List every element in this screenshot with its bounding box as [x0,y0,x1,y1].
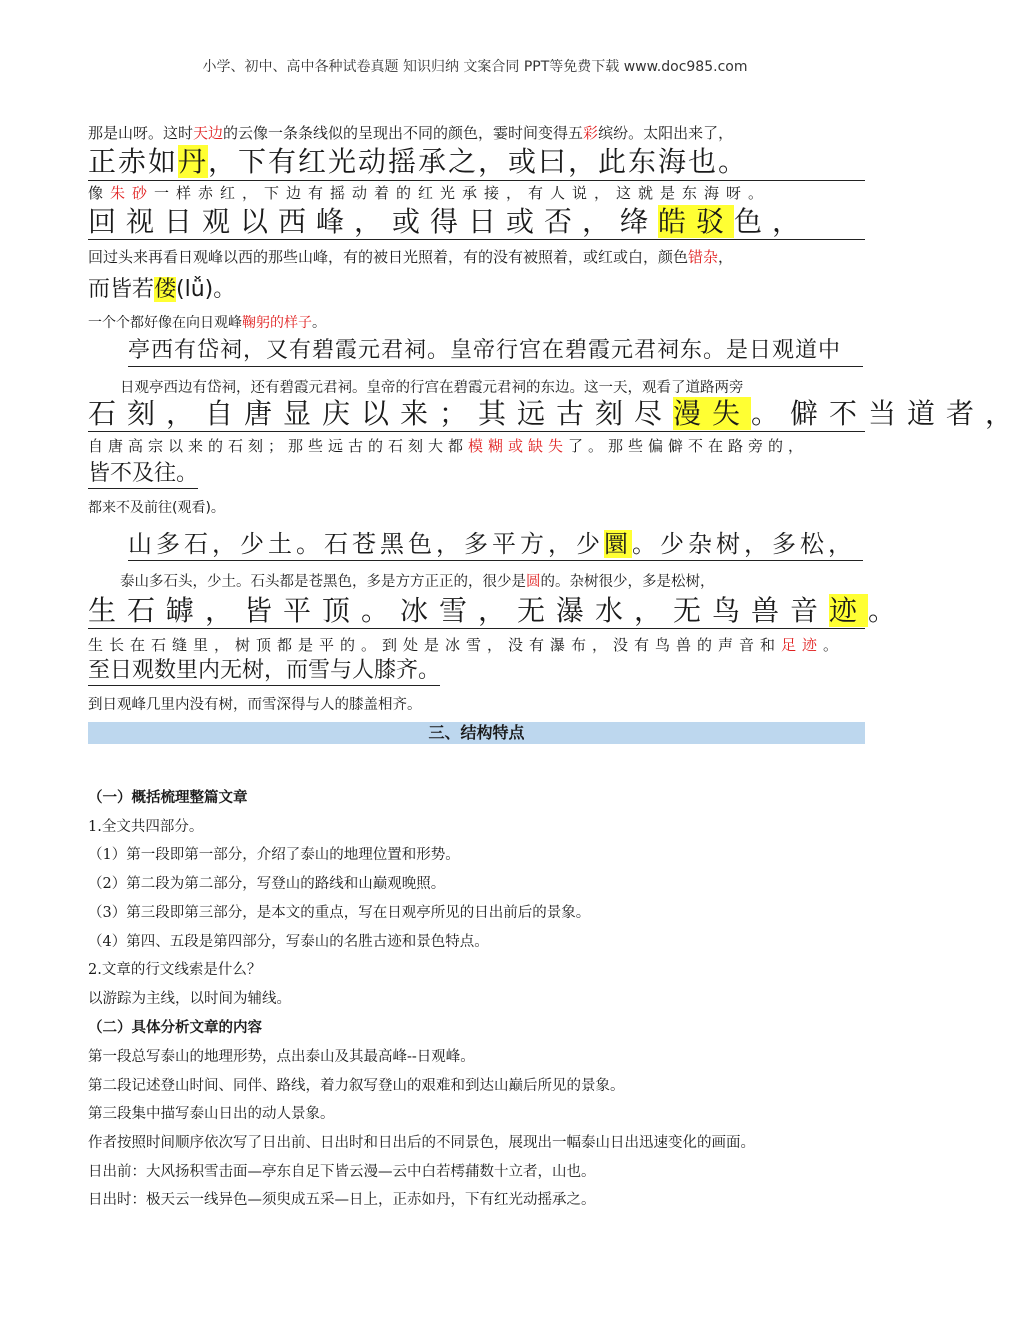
translation-line: 都来不及前往(观看)。 [88,500,225,516]
classical-line: 生石罅，皆平顶。冰雪，无瀑水，无鸟兽音迹。 [88,594,908,627]
page-header: 小学、初中、高中各种试卷真题 知识归纳 文案合同 PPT等免费下载 www.doc985.com [202,59,748,75]
part1-line: 1.全文共四部分。 [88,819,204,835]
translation-line: 日观亭西边有岱祠，还有碧霞元君祠。皇帝的行宫在碧霞元君祠的东边。这一天，观看了道路两旁 [120,380,744,396]
translation-line: 生长在石缝里，树顶都是平的。到处是冰雪，没有瀑布，没有鸟兽的声音和足迹。 [88,636,845,654]
part2-heading: （二）具体分析文章的内容 [88,1019,262,1036]
classical-line: 至日观数里内无树，而雪与人膝齐。 [88,657,440,686]
part1-line: （2）第二段为第二部分，写登山的路线和山巅观晚照。 [88,876,446,892]
part2-line: 作者按照时间顺序依次写了日出前、日出时和日出后的不同景色，展现出一幅泰山日出迅速变化的画面。 [88,1135,755,1151]
translation-line: 泰山多石头，少土。石头都是苍黑色，多是方方正正的，很少是圆的。杂树很少，多是松树， [120,574,715,590]
translation-line: 那是山呀。这时天边的云像一条条线似的呈现出不同的颜色，霎时间变得五彩缤纷。太阳出来了， [88,124,734,142]
classical-line: 亭西有岱祠，又有碧霞元君祠。皇帝行宫在碧霞元君祠东。是日观道中 [128,336,863,367]
classical-line: 山多石，少土。石苍黑色，多平方，少圜。少杂树，多松， [128,528,863,561]
part1-line: （3）第三段即第三部分，是本文的重点，写在日观亭所见的日出前后的景象。 [88,905,591,921]
part2-line: 第二段记述登山时间、同伴、路线，着力叙写登山的艰难和到达山巅后所见的景象。 [88,1078,625,1094]
translation-line: 一个个都好像在向日观峰鞠躬的样子。 [88,315,326,331]
part1-line: 以游踪为主线，以时间为辅线。 [88,991,291,1007]
classical-line: 而皆若偻(lǚ)。 [88,277,236,302]
part2-line: 第三段集中描写泰山日出的动人景象。 [88,1106,335,1122]
classical-line: 正赤如丹，下有红光动摇承之，或曰，此东海也。 [88,144,865,181]
translation-line: 回过头来再看日观峰以西的那些山峰，有的被日光照着，有的没有被照着，或红或白，颜色错杂， [88,248,734,266]
part2-line: 日出时：极天云一线异色—须臾成五采—日上，正赤如丹，下有红光动摇承之。 [88,1192,596,1208]
section-title: 三、结构特点 [88,722,865,744]
part2-line: 日出前：大风扬积雪击面—亭东自足下皆云漫—云中白若樗蒱数十立者，山也。 [88,1164,596,1180]
part2-line: 第一段总写泰山的地理形势，点出泰山及其最高峰--日观峰。 [88,1049,475,1065]
part1-line: （4）第四、五段是第四部分，写泰山的名胜古迹和景色特点。 [88,934,489,950]
translation-line: 自唐高宗以来的石刻；那些远古的石刻大都模糊或缺失了。那些偏僻不在路旁的， [88,437,809,455]
classical-line: 皆不及往。 [88,460,198,489]
part1-line: （1）第一段即第一部分，介绍了泰山的地理位置和形势。 [88,847,460,863]
part1-heading: （一）概括梳理整篇文章 [88,789,248,806]
classical-line: 石刻，自唐显庆以来；其远古刻尽漫失。僻不当道者， [88,397,1024,430]
translation-line: 到日观峰几里内没有树，而雪深得与人的膝盖相齐。 [88,697,422,713]
classical-line: 回视日观以西峰，或得日或否，绛皓驳色， [88,205,865,240]
translation-line: 像朱砂一样赤红，下边有摇动着的红光承接，有人说，这就是东海呀。 [88,184,771,202]
part1-line: 2.文章的行文线索是什么？ [88,962,262,978]
